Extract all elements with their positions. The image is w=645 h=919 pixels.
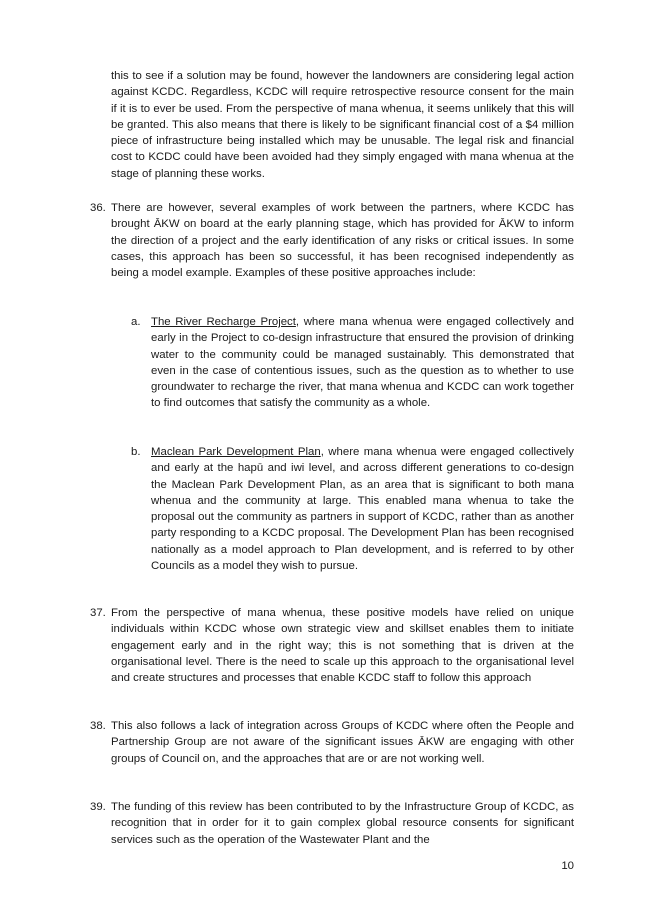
list-item-a <box>131 314 574 412</box>
project-title: The River Recharge Project <box>151 316 296 328</box>
list-item-text <box>151 444 574 574</box>
continuation-paragraph: this to see if a solution may be found, however the landowners are considering legal action against KCDC. Regardless, KCDC will require retrospective resource consent for the main if it is to ever be used. From the perspective of mana whenua, it seems unlikely that this will be granted. This also means that there is likely to be significant financial cost of a $4 million piece of infrastructure being installed which may be unusable. The legal risk and financial cost to KCDC could have been avoided had they simply engaged with mana whenua at the stage of planning these works. <box>111 70 574 180</box>
paragraph-number: 37. <box>90 607 106 619</box>
paragraph-number: 36. <box>90 202 106 214</box>
paragraph-text: The funding of this review has been contributed to by the Infrastructure Group of KCDC, as recognition that in order for it to gain complex global resource consents for significant services such as the operation of the Wastewater Plant and the <box>111 801 574 846</box>
paragraph-text: From the perspective of mana whenua, these positive models have relied on unique individuals within KCDC whose own strategic view and skillset enables them to initiate engagement early and in the right way; this is not something that is driven at the organisational level. There is the need to scale up this approach to the organisational level and create structures and processes that enable KCDC staff to follow this approach <box>111 607 574 685</box>
paragraph-number: 39. <box>90 801 106 813</box>
list-item-body: , where mana whenua were engaged collectively and early in the Project to co-design infrastructure that ensured the provision of drinking water to the community could be managed sustainably. This demonstrated that even in the case of contentious issues, such as the question as to whether to use groundwater to recharge the river, that mana whenua and KCDC can work together to find outcomes that satisfy the community as a whole. <box>151 316 574 410</box>
paragraph-text: There are however, several examples of work between the partners, where KCDC has brought ĀKW on board at the early planning stage, which has provided for ĀKW to inform the direction of a project and the early identification of any risks or critical issues. In some cases, this approach has been so successful, it has been recognised independently as being a model example. Examples of these positive approaches include: <box>111 202 574 280</box>
paragraph-number: 38. <box>90 720 106 732</box>
list-item-body: , where mana whenua were engaged collectively and early at the hapū and iwi level, and across different generations to co-design the Maclean Park Development Plan, as an area that is significant to both mana whenua and the community at large. This enabled mana whenua to take the proposal out the community as partners in support of KCDC, rather than as another party responding to a KCDC proposal. The Development Plan has been recognised nationally as a model approach to Plan development, and is referred to by other Councils as a model they wish to pursue. <box>151 446 574 573</box>
project-title: Maclean Park Development Plan <box>151 446 321 458</box>
paragraph-38 <box>90 718 574 767</box>
paragraph-37 <box>90 605 574 686</box>
list-item-letter: a. <box>131 316 141 328</box>
list-item-letter: b. <box>131 446 141 458</box>
paragraph-36 <box>90 200 574 281</box>
list-item-text <box>151 314 574 412</box>
page-number: 10 <box>561 860 574 872</box>
list-item-b <box>131 444 574 574</box>
paragraph-text: This also follows a lack of integration across Groups of KCDC where often the People and Partnership Group are not aware of the significant issues ĀKW are engaging with other groups of Council on, and the approaches that are or are not working well. <box>111 720 574 765</box>
paragraph-39 <box>90 799 574 848</box>
